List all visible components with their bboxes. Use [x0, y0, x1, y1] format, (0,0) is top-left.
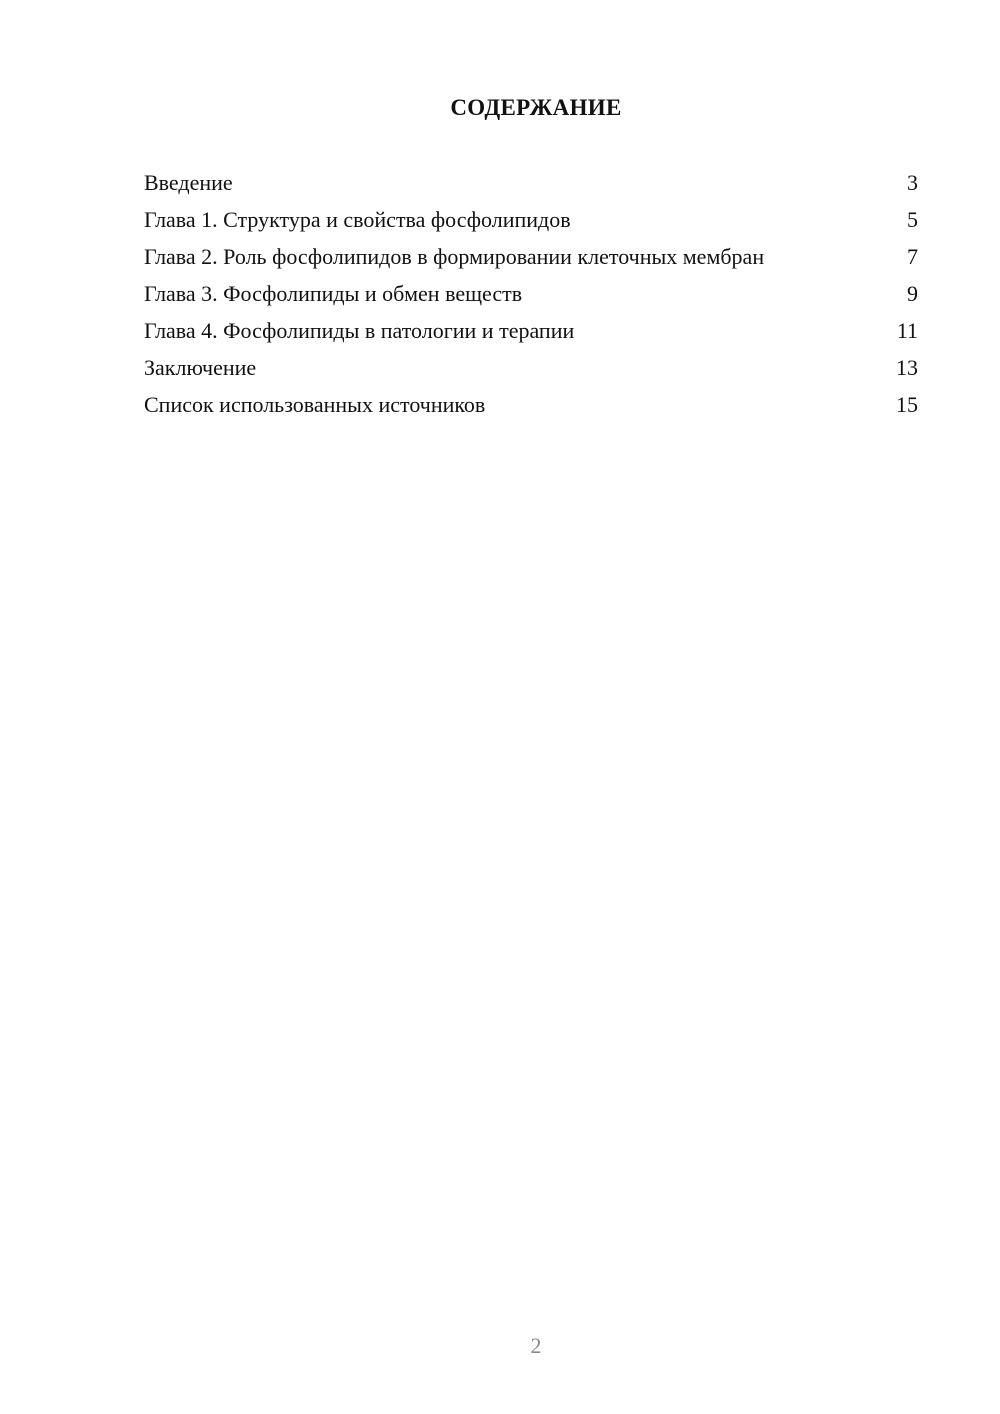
toc-entry-references[interactable]	[144, 391, 918, 418]
toc-entry-label: Глава 4. Фосфолипиды в патологии и терапии	[144, 318, 575, 343]
toc-entry-label: Глава 1. Структура и свойства фосфолипидов	[144, 207, 571, 232]
toc-entry-page: 9	[907, 281, 918, 306]
toc-entry-label: Глава 3. Фосфолипиды и обмен веществ	[144, 281, 523, 306]
table-of-contents	[144, 169, 918, 428]
toc-entry-page: 7	[907, 244, 918, 269]
toc-entry-chapter-2[interactable]	[144, 243, 918, 270]
toc-entry-label: Список использованных источников	[144, 392, 486, 417]
toc-entry-page: 13	[896, 355, 918, 380]
toc-entry-label: Заключение	[144, 355, 257, 380]
toc-entry-chapter-3[interactable]	[144, 280, 918, 307]
toc-entry-label: Введение	[144, 170, 233, 195]
toc-entry-page: 11	[896, 318, 918, 343]
toc-entry-chapter-4[interactable]	[144, 317, 918, 344]
toc-entry-page: 5	[907, 207, 918, 232]
toc-entry-label: Глава 2. Роль фосфолипидов в формировании клеточных мембран	[144, 244, 765, 269]
toc-entry-introduction[interactable]	[144, 169, 918, 196]
toc-entry-chapter-1[interactable]	[144, 206, 918, 233]
page-title: СОДЕРЖАНИЕ	[450, 95, 622, 120]
toc-entry-page: 3	[907, 170, 918, 195]
page-number: 2	[530, 1333, 542, 1358]
toc-entry-conclusion[interactable]	[144, 354, 918, 381]
toc-entry-page: 15	[896, 392, 918, 417]
